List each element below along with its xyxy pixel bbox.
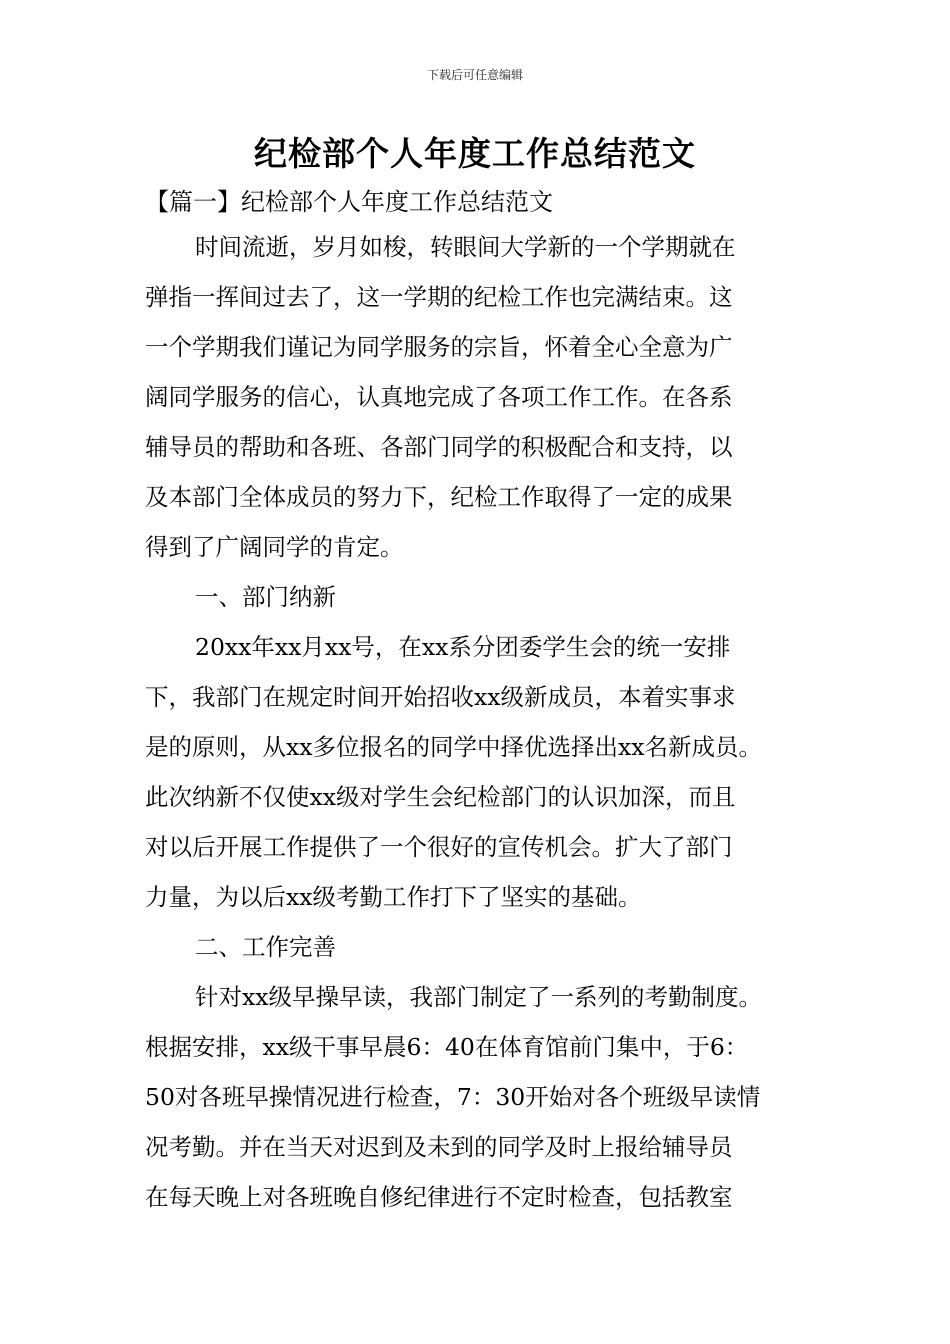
text-line: 弹指一挥间过去了，这一学期的纪检工作也完满结束。这: [145, 283, 733, 311]
text-line: 此次纳新不仅使xx级对学生会纪检部门的认识加深，而且: [145, 783, 736, 811]
body-text: [145, 222, 815, 1222]
text-line: 在每天晚上对各班晚自修纪律进行不定时检查，包括教室: [145, 1183, 733, 1211]
text-line: 二、工作完善: [195, 933, 336, 961]
text-line: 况考勤。并在当天对迟到及未到的同学及时上报给辅导员: [145, 1133, 733, 1161]
text-line: 及本部门全体成员的努力下，纪检工作取得了一定的成果: [145, 483, 733, 511]
text-line: 对以后开展工作提供了一个很好的宣传机会。扩大了部门: [145, 833, 733, 861]
text-line: 辅导员的帮助和各班、各部门同学的积极配合和支持，以: [145, 433, 733, 461]
text-line: 针对xx级早操早读，我部门制定了一系列的考勤制度。: [195, 983, 763, 1011]
text-line: 20xx年xx月xx号，在xx系分团委学生会的统一安排: [195, 633, 731, 661]
text-line: 一、部门纳新: [195, 583, 336, 611]
header-note: 下载后可任意编辑: [426, 68, 523, 82]
text-line: 50对各班早操情况进行检查，7：30开始对各个班级早读情: [145, 1083, 761, 1111]
text-line: 阔同学服务的信心，认真地完成了各项工作工作。在各系: [145, 383, 733, 411]
text-line: 力量，为以后xx级考勤工作打下了坚实的基础。: [145, 883, 642, 911]
text-line: 下，我部门在规定时间开始招收xx级新成员，本着实事求: [145, 683, 736, 711]
text-line: 时间流逝，岁月如梭，转眼间大学新的一个学期就在: [195, 233, 736, 261]
text-line: 得到了广阔同学的肯定。: [145, 533, 404, 561]
document-title: 纪检部个人年度工作总结范文: [254, 134, 696, 173]
text-line: 根据安排，xx级干事早晨6：40在体育馆前门集中，于6：: [145, 1033, 749, 1061]
text-line: 是的原则，从xx多位报名的同学中择优选择出xx名新成员。: [145, 733, 763, 761]
section-label: 【篇一】纪检部个人年度工作总结范文: [145, 188, 553, 216]
text-line: 一个学期我们谨记为同学服务的宗旨，怀着全心全意为广: [145, 333, 733, 361]
